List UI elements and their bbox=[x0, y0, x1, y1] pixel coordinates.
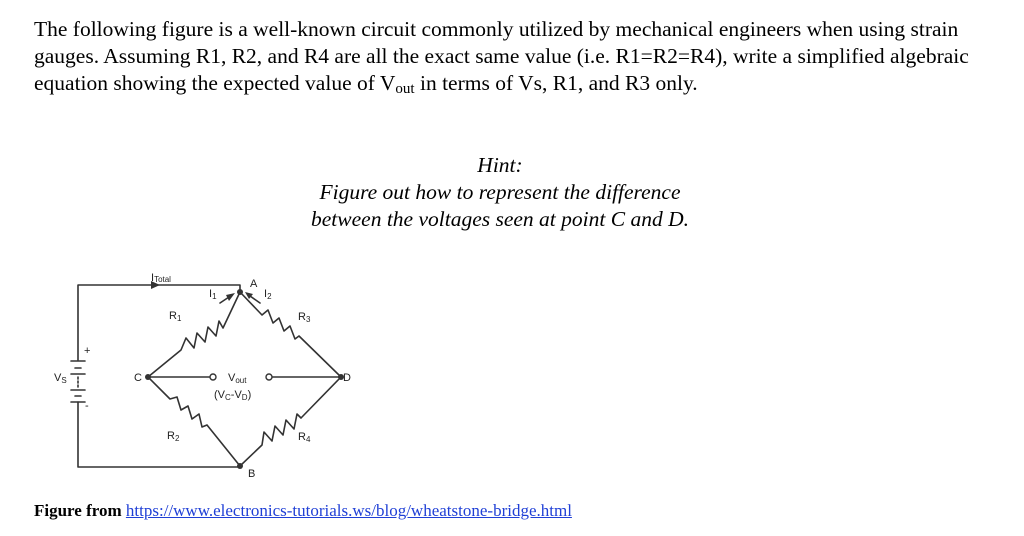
node-dot bbox=[237, 463, 243, 469]
resistor-r4 bbox=[240, 377, 341, 466]
r3-label: R3 bbox=[298, 311, 311, 324]
itotal-label: ITotal bbox=[151, 272, 171, 284]
i2-arrow-shaft bbox=[250, 296, 260, 303]
minus-sign: - bbox=[85, 400, 89, 412]
source-link[interactable]: https://www.electronics-tutorials.ws/blog/wheatstone-bridge.html bbox=[125, 501, 572, 520]
i1-arrowhead bbox=[226, 293, 235, 301]
r1-label: R1 bbox=[169, 310, 182, 323]
vout-terminal bbox=[266, 374, 272, 380]
i2-label: I2 bbox=[264, 288, 272, 301]
vs-label: VS bbox=[54, 372, 67, 385]
resistor-r3 bbox=[240, 292, 341, 377]
node-c-label: C bbox=[134, 372, 142, 384]
node-dot bbox=[237, 289, 243, 295]
hint-line: Figure out how to represent the difference bbox=[319, 180, 681, 204]
r4-label: R4 bbox=[298, 431, 311, 444]
node-b-label: B bbox=[248, 468, 256, 480]
resistor-r2 bbox=[148, 377, 240, 466]
hint-title: Hint: bbox=[477, 153, 523, 177]
r2-label: R2 bbox=[167, 430, 180, 443]
question-text-part: The following figure is a well-known circuit commonly utilized by mechanical engineers when using strain gauges. Assuming R1, R2, and R4 are all the exact same value (i.e. R1=R2=R4), write a simplified algebraic equation showing the expected value of V bbox=[34, 17, 969, 95]
i1-label: I1 bbox=[209, 288, 217, 301]
question-text-part: in terms of Vs, R1, and R3 only. bbox=[414, 71, 698, 95]
bottom-wire bbox=[78, 402, 240, 467]
figure-caption bbox=[34, 500, 572, 522]
node-a-label: A bbox=[250, 278, 258, 290]
caption-label: Figure from bbox=[34, 501, 122, 520]
node-dot bbox=[145, 374, 151, 380]
hint-line: between the voltages seen at point C and D. bbox=[311, 207, 689, 231]
resistor-r1 bbox=[148, 292, 240, 377]
vout-label: Vout bbox=[228, 372, 247, 385]
plus-sign: + bbox=[84, 345, 91, 357]
vdiff-label: (VC-VD) bbox=[214, 389, 252, 402]
vout-subscript: out bbox=[395, 81, 415, 97]
vout-terminal bbox=[210, 374, 216, 380]
node-d-label: D bbox=[343, 372, 351, 384]
